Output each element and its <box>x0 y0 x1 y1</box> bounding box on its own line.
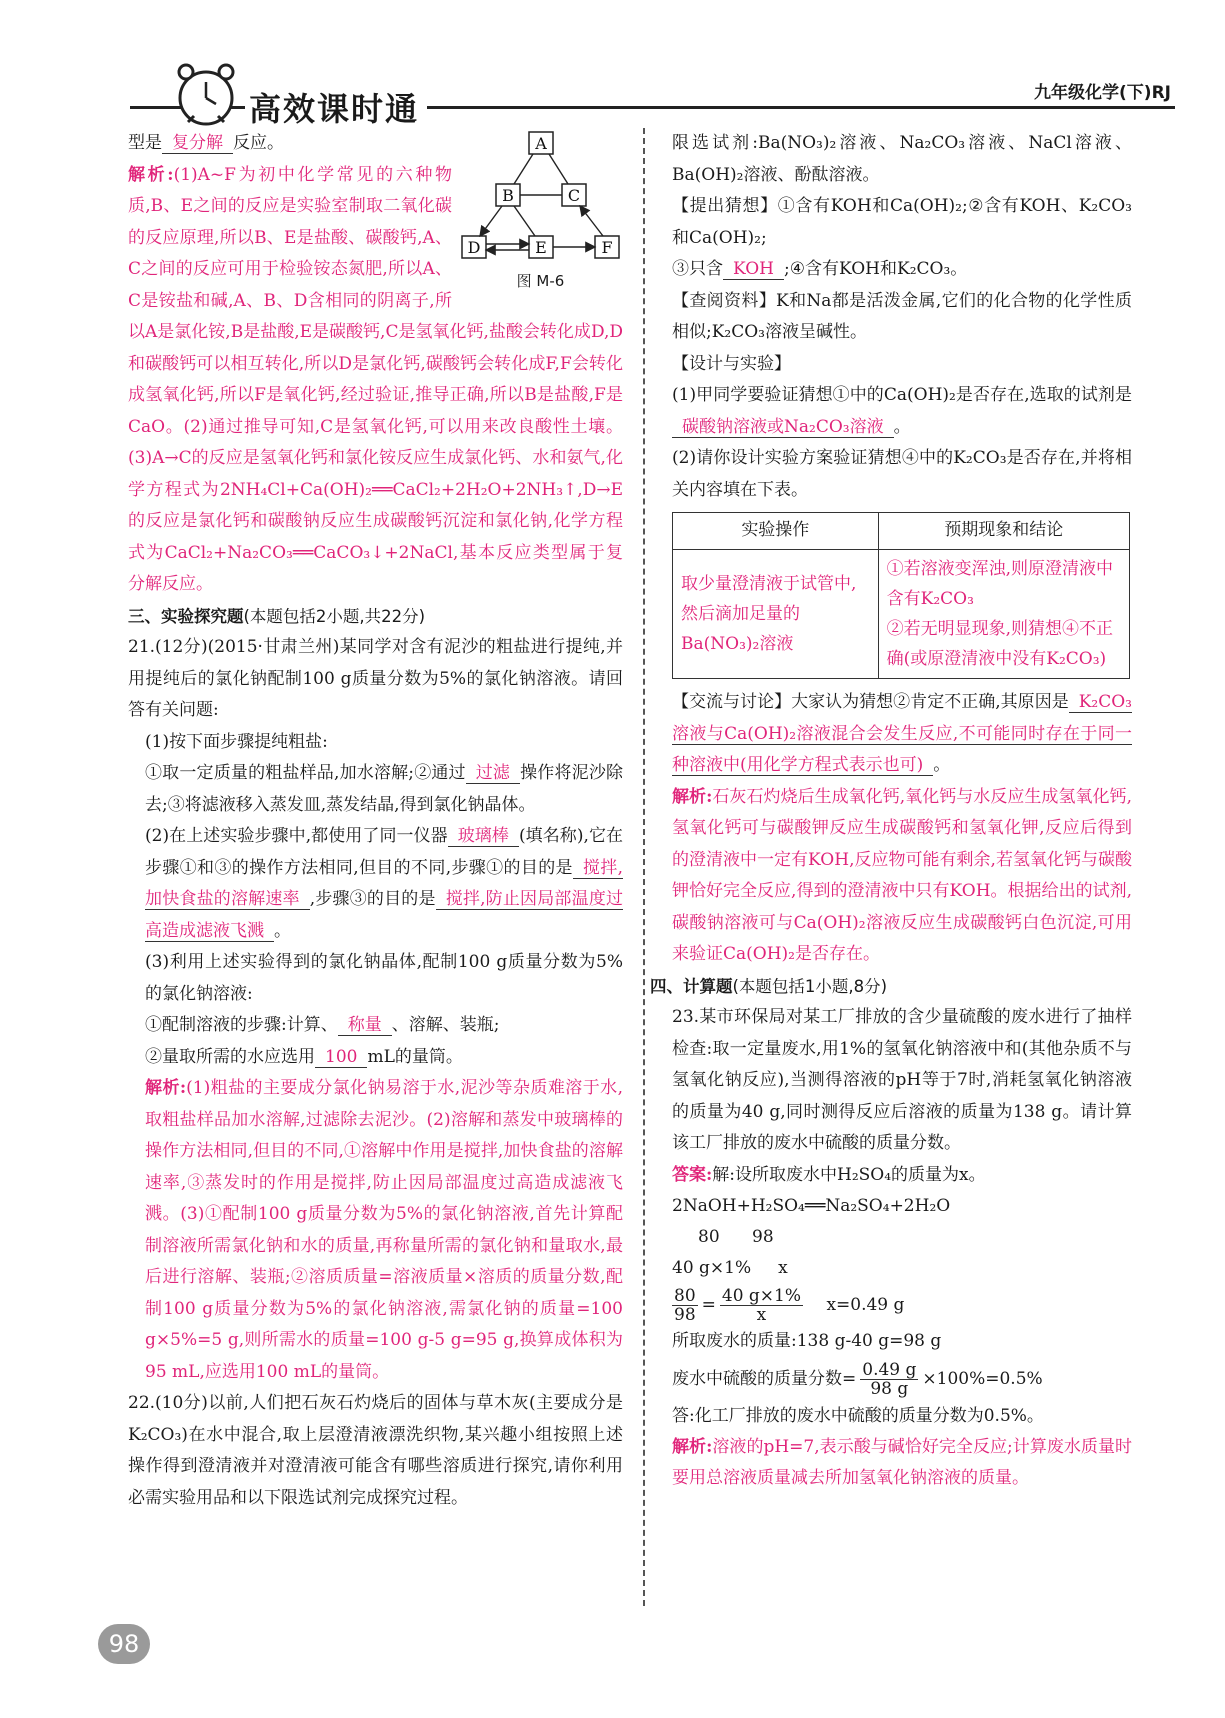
q22-reagents: 限选试剂:Ba(NO₃)₂溶液、Na₂CO₃溶液、NaCl溶液、Ba(OH)₂溶液、酚酞溶液。 <box>672 133 1132 185</box>
q22-stem: 22.(10分)以前,人们把石灰石灼烧后的固体与草木灰(主要成分是K₂CO₃)在水中混合,取上层澄清液漂洗织物,某兴趣小组按照上述操作得到澄清液并对澄清液可能含有哪些溶质进行探究,请你利用必需实验用品和以下限选试剂完成探究过程。 <box>128 1393 623 1508</box>
table-cell-operation: 取少量澄清液于试管中,然后滴加足量的Ba(NO₃)₂溶液 <box>673 550 879 679</box>
q22-guess2: ③只含 KOH ;④含有KOH和K₂CO₃。 <box>672 259 968 279</box>
node-a-label: A <box>535 134 547 153</box>
section-4-title: 四、计算题(本题包括1小题,8分) <box>650 976 888 996</box>
q23-solution: 答案:解:设所取废水中H₂SO₄的质量为x。 2NaOH+H₂SO₄══Na₂SO₄+2H₂O 80 98 40 g×1% x $\frac{80}{98}$ = $\frac{40 g\times 1\%}{x}$ x=0.49 g 所取废水的质量:138 g-40 g=98 g 废水中硫酸的质量分数= $\frac{0.49 g}{98 g}$ ×100%=0.5% 答:化工厂排放的废水中硫酸的质量分数为0.5%。 解析:溶液的pH=7,表示酸与碱恰好完全反应;计算废水质量时要用总溶液质量减去所加氢氧化钠溶液的质量。 <box>672 1160 1132 1494</box>
figure-caption: 图 M-6 <box>516 272 565 290</box>
table-result-1: ①若溶液变浑浊,则原澄清液中含有K₂CO₃ <box>886 559 1114 609</box>
node-f-label: F <box>601 238 613 257</box>
section-3-title: 三、实验探究题(本题包括2小题,共22分) <box>128 606 426 626</box>
node-c-label: C <box>567 186 581 205</box>
column-divider <box>643 128 645 1606</box>
node-b-label: B <box>502 186 514 205</box>
node-d-label: D <box>467 238 481 257</box>
q23-conclusion: 答:化工厂排放的废水中硫酸的质量分数为0.5%。 <box>672 1405 1044 1426</box>
left-column <box>128 128 623 1514</box>
q21-part3b: ②量取所需的水应选用 100 mL的量筒。 <box>145 1046 463 1067</box>
q22-answer-reason: K₂CO₃溶液与Ca(OH)₂溶液混合会发生反应,不可能同时存在于同一种溶液中(用化学方程式表示也可) <box>672 692 1132 775</box>
q22-design2: (2)请你设计实验方案验证猜想④中的K₂CO₃是否存在,并将相关内容填在下表。 <box>672 448 1132 500</box>
page-header <box>0 0 1225 128</box>
q23-masses: 80 98 <box>698 1226 774 1247</box>
q21-part2: (2)在上述实验步骤中,都使用了同一仪器 玻璃棒 (填名称),它在步骤①和③的操作方法相同,但目的不同,步骤①的目的是 搅拌,加快食盐的溶解速率 ,步骤③的目的是 搅拌,防止因局部温度过高造成滤液飞溅 。 <box>145 826 624 941</box>
experiment-table <box>672 512 1130 679</box>
q23-analysis: 解析:溶液的pH=7,表示酸与碱恰好完全反应;计算废水质量时要用总溶液质量减去所加氢氧化钠溶液的质量。 <box>672 1436 1132 1488</box>
q21-part1: (1)按下面步骤提纯粗盐: <box>145 731 328 752</box>
q23-ratio: $\frac{80}{98}$ = $\frac{40 g\times 1\%}{x}$ x=0.49 g <box>674 1285 905 1325</box>
q22-design1: (1)甲同学要验证猜想①中的Ca(OH)₂是否存在,选取的试剂是碳酸钠溶液或Na₂CO₃溶液 。 <box>672 385 1132 437</box>
alarm-clock-icon <box>170 58 242 130</box>
q21-part1a: ①取一定质量的粗盐样品,加水溶解;②通过 过滤 操作将泥沙除去;③将滤液移入蒸发皿,蒸发结晶,得到氯化钠晶体。 <box>145 763 624 815</box>
brand-title: 高效课时通 <box>245 84 427 130</box>
q21-answer-step3: 搅拌,防止因局部温度过高造成滤液飞溅 <box>145 889 624 941</box>
q21-part3: (3)利用上述实验得到的氯化钠晶体,配制100 g质量分数为5%的氯化钠溶液: <box>145 952 623 1004</box>
q21-answer-cylinder: 100 <box>315 1047 367 1068</box>
table-result-2: ②若无明显现象,则猜想④不正确(或原澄清液中没有K₂CO₃) <box>886 619 1114 669</box>
right-column <box>650 128 1132 1494</box>
q21-analysis: 解析:(1)粗盐的主要成分氯化钠易溶于水,泥沙等杂质难溶于水,取粗盐样品加水溶解,过滤除去泥沙。(2)溶解和蒸发中玻璃棒的操作方法相同,但目的不同,①溶解中作用是搅拌,加快食盐的溶解速率,③蒸发时的作用是搅拌,防止因局部温度过高造成滤液飞溅。(3)①配制100 g质量分数为5%的氯化钠溶液,首先计算配制溶液所需氯化钠和水的质量,再称量所需的氯化钠和量取水,最后进行溶解、装瓶;②溶质质量=溶液质量×溶质的质量分数,配制100 g质量分数为5%的氯化钠溶液,需氯化钠的质量=100 g×5%=5 g,则所需水的质量=100 g-5 g=95 g,换算成体积为95 mL,应选用100 mL的量筒。 <box>145 1078 623 1382</box>
q22-answer-reagent: 碳酸钠溶液或Na₂CO₃溶液 <box>672 417 894 438</box>
q22-guess1: 【提出猜想】①含有KOH和Ca(OH)₂;②含有KOH、K₂CO₃和Ca(OH)₂; <box>672 196 1132 248</box>
page-number: 98 <box>98 1624 150 1664</box>
q21-stem: 21.(12分)(2015·甘肃兰州)某同学对含有泥沙的粗盐进行提纯,并用提纯后的氯化钠配制100 g质量分数为5%的氯化钠溶液。请回答有关问题: <box>128 637 623 720</box>
q22-info: 【查阅资料】K和Na都是活泼金属,它们的化合物的化学性质相似;K₂CO₃溶液呈碱性。 <box>672 290 1132 342</box>
q23-intro: 解:设所取废水中H₂SO₄的质量为x。 <box>712 1164 986 1185</box>
q23-fraction: 废水中硫酸的质量分数= $\frac{0.49 g}{98 g}$ ×100%=0.5% <box>672 1359 1043 1399</box>
reaction-diagram <box>458 128 623 263</box>
q22-discussion: 【交流与讨论】大家认为猜想②肯定不正确,其原因是 K₂CO₃溶液与Ca(OH)₂溶液混合会发生反应,不可能同时存在于同一种溶液中(用化学方程式表示也可) 。 <box>672 692 1132 775</box>
table-cell-result <box>878 550 1129 679</box>
node-e-label: E <box>535 238 547 257</box>
q23-stem: 23.某市环保局对某工厂排放的含少量硫酸的废水进行了抽样检查:取一定量废水,用1%的氢氧化钠溶液中和(其他杂质不与氢氧化钠反应),当测得溶液的pH等于7时,消耗氢氧化钠溶液的质量为40 g,同时测得反应后溶液的质量为138 g。请计算该工厂排放的废水中硫酸的质量分数。 <box>672 1007 1132 1153</box>
q21-part3a: ①配制溶液的步骤:计算、 称量 、溶解、装瓶; <box>145 1015 500 1035</box>
q23-quantities: 40 g×1% x <box>672 1257 788 1278</box>
q22-analysis: 解析:石灰石灼烧后生成氧化钙,氧化钙与水反应生成氢氧化钙,氢氧化钙可与碳酸钾反应生成碳酸钙和氢氧化钾,反应后得到的澄清液中一定有KOH,反应物可能有剩余,若氢氧化钙与碳酸钾恰好完全反应,得到的澄清液中只有KOH。根据给出的试剂,碳酸钠溶液可与Ca(OH)₂溶液反应生成碳酸钙白色沉淀,可用来验证Ca(OH)₂是否存在。 <box>672 786 1132 964</box>
q20-tail: 型是 复分解 反应。 <box>128 133 284 153</box>
table-head-result: 预期现象和结论 <box>878 513 1129 550</box>
q21-answer-step1: 搅拌,加快食盐的溶解速率 <box>145 857 623 909</box>
q22-design-title: 【设计与实验】 <box>672 353 791 374</box>
figure-m6 <box>458 128 623 296</box>
q23-equation: 2NaOH+H₂SO₄══Na₂SO₄+2H₂O <box>672 1195 951 1216</box>
q23-water-mass: 所取废水的质量:138 g-40 g=98 g <box>672 1330 942 1351</box>
q20-answer: 复分解 <box>162 133 233 154</box>
q21-answer-weigh: 称量 <box>338 1015 392 1036</box>
q21-answer-filter: 过滤 <box>466 763 520 784</box>
q22-answer-koh: KOH <box>723 259 784 280</box>
q20-analysis: 解析:(1)A~F为初中化学常见的六种物质,B、E之间的反应是实验室制取二氧化碳的反应原理,所以B、E是盐酸、碳酸钙,A、C之间的反应可用于检验铵态氮肥,所以A、C是铵盐和碱,A、B、D含相同的阴离子,所以A是氯化铵,B是盐酸,E是碳酸钙,C是氢氧化钙,盐酸会转化成D,D和碳酸钙可以相互转化,所以D是氯化钙,碳酸钙会转化成F,F会转化成氢氧化钙,所以F是氧化钙,经过验证,推导正确,所以B是盐酸,F是CaO。(2)通过推导可知,C是氢氧化钙,可以用来改良酸性土壤。(3)A→C的反应是氢氧化钙和氯化铵反应生成氯化钙、水和氨气,化学方程式为2NH₄Cl+Ca(OH)₂══CaCl₂+2H₂O+2NH₃↑,D→E的反应是氯化钙和碳酸钠反应生成碳酸钙沉淀和氯化钠,化学方程式为CaCl₂+Na₂CO₃══CaCO₃↓+2NaCl,基本反应类型属于复分解反应。 <box>128 164 623 594</box>
grade-label: 九年级化学(下)RJ <box>1034 83 1171 103</box>
q21-answer-glassrod: 玻璃棒 <box>448 826 519 847</box>
table-head-operation: 实验操作 <box>673 513 879 550</box>
